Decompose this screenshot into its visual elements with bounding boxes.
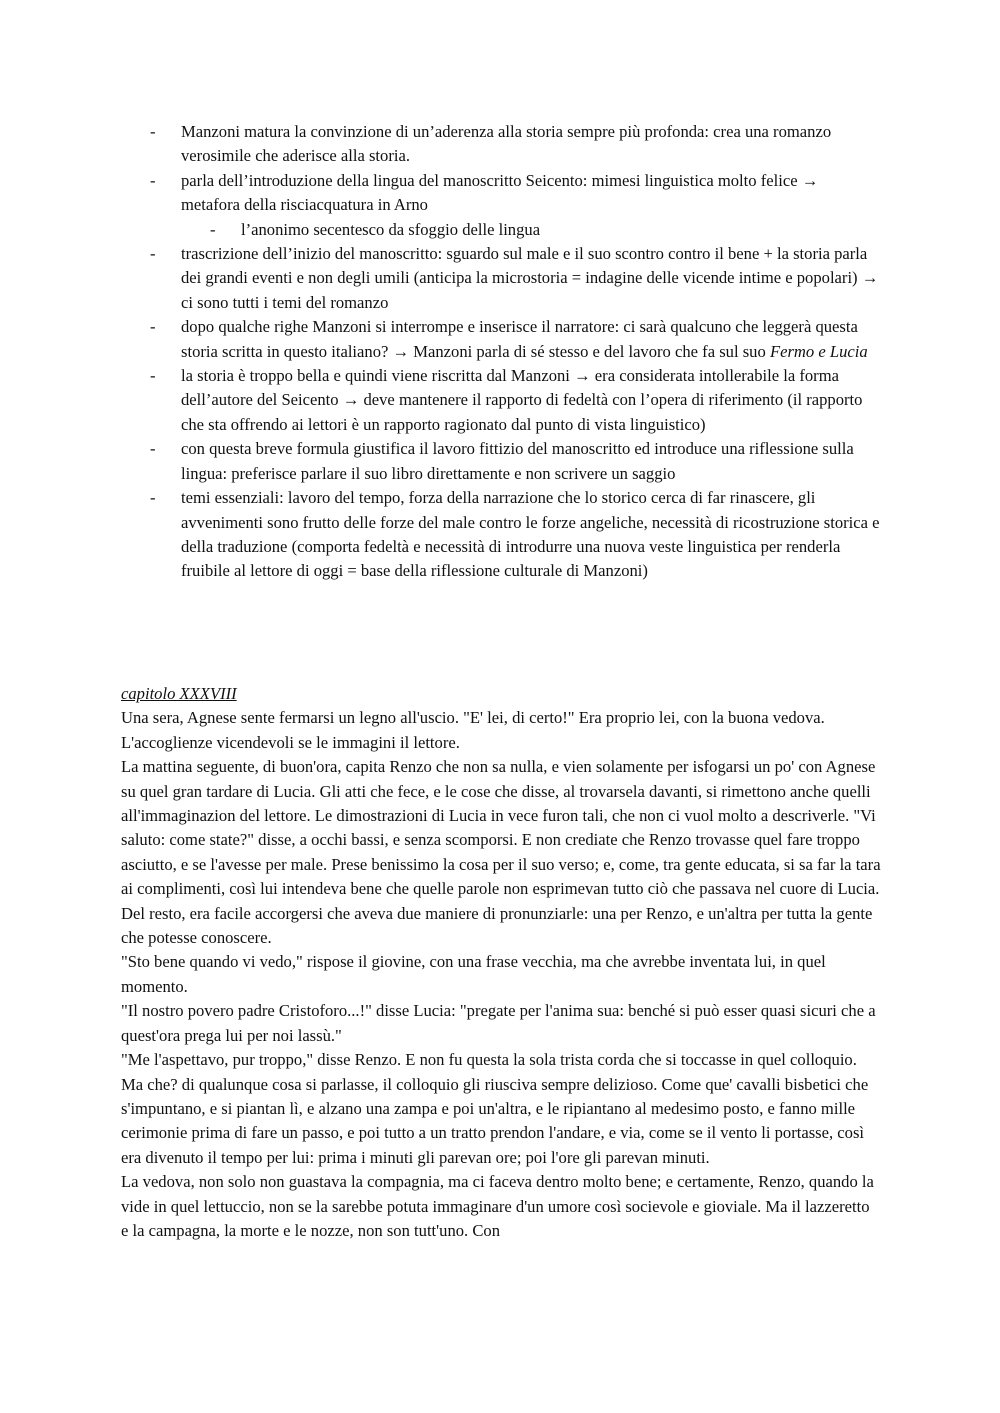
bullet-item [0,486,1000,584]
bullet-dash: - [150,366,156,386]
bullet-item [0,169,1000,218]
bullet-dash: - [150,317,156,337]
chapter-paragraph: Una sera, Agnese sente fermarsi un legno all'uscio. "E' lei, di certo!" Era proprio lei, con la buona vedova. L'accoglienze vicendevoli se le immagini il lettore. [121,708,825,752]
chapter-paragraph: "Sto bene quando vi vedo," rispose il giovine, con una frase vecchia, ma che avrebbe inventata lui, in quel momento. [121,952,826,996]
bullet-dash: - [150,170,156,190]
chapter-title: capitolo XXXVIII [121,684,237,703]
bullet-dash: - [150,488,156,508]
notes-bullet-list [0,120,1000,584]
bullet-text: temi essenziali: lavoro del tempo, forza della narrazione che lo storico cerca di far rinascere, gli avvenimenti sono frutto delle forze del male contro le forze angeliche, necessità di ricostruzione storica e della traduzione (comporta fedeltà e necessità di introdurre una nuova veste linguistica per renderla fruibile al lettore di oggi = base della riflessione culturale di Manzoni) [181,488,880,581]
bullet-text: l’anonimo secentesco da sfoggio delle lingua [241,219,541,239]
bullet-text: con questa breve formula giustifica il lavoro fittizio del manoscritto ed introduce una riflessione sulla lingua: preferisce parlare il suo libro direttamente e non scrivere un saggio [181,439,854,483]
bullet-dash: - [150,122,156,141]
chapter-paragraph: La mattina seguente, di buon'ora, capita Renzo che non sa nulla, e vien solamente per isfogarsi un po' con Agnese su quel gran tardare di Lucia. Gli atti che fece, e le cose che disse, al trovarsela davanti, si rimettono anche quelli all'immaginazion del lettore. Le dimostrazioni di Lucia in vece furon tali, che non ci vuol molto a descriverle. "Vi saluto: come state?" disse, a occhi bassi, e senza scomporsi. E non crediate che Renzo trovasse quel fare troppo asciutto, e se l'avesse per male. Prese benissimo la cosa per il suo verso; e, come, tra gente educata, si sa far la tara ai complimenti, così lui intendeva bene che quelle parole non esprimevan tutto ciò che passava nel cuore di Lucia. Del resto, era facile accorgersi che aveva due maniere di pronunziarle: una per Renzo, e un'altra per tutta la gente che potesse conoscere. [121,757,881,948]
bullet-item [0,120,1000,169]
bullet-item [0,242,1000,315]
chapter-section [121,682,881,1243]
book-title: Fermo e Lucia [769,341,868,361]
chapter-paragraph: La vedova, non solo non guastava la compagnia, ma ci faceva dentro molto bene; e certamente, Renzo, quando la vide in quel lettuccio, non se la sarebbe potuta immaginare d'un umore così socievole e gioviale. Ma il lazzeretto e la campagna, la morte e le nozze, non son tutt'uno. Con [121,1172,874,1240]
chapter-paragraph: "Me l'aspettavo, pur troppo," disse Renzo. E non fu questa la sola trista corda che si toccasse in quel colloquio. Ma che? di qualunque cosa si parlasse, il colloquio gli riusciva sempre delizioso. Come que' cavalli bisbetici che s'impuntano, e si piantan lì, e alzano una zampa e poi un'altra, e le ripiantano al medesimo posto, e fanno mille cerimonie prima di fare un passo, e poi tutto a un tratto prendon l'andare, e via, come se il vento li portasse, così era divenuto il tempo per lui: prima i minuti gli parevan ore; poi l'ore gli parevan minuti. [121,1050,869,1167]
bullet-dash: - [210,219,216,239]
bullet-item [0,437,1000,486]
sub-bullet-item [0,218,1000,242]
bullet-text: Manzoni matura la convinzione di un’aderenza alla storia sempre più profonda: crea una romanzo verosimile che aderisce alla storia. [181,122,832,166]
bullet-text: dopo qualche righe Manzoni si interrompe e inserisce il narratore: ci sarà qualcuno che leggerà questa storia scritta in questo italiano? → Manzoni parla di sé stesso e del lavoro che fa sul suo [181,317,858,361]
chapter-paragraph: "Il nostro povero padre Cristoforo...!" disse Lucia: "pregate per l'anima sua: benché si può esser quasi sicuri che a quest'ora prega lui per noi lassù." [121,1001,876,1045]
bullet-text: la storia è troppo bella e quindi viene riscritta dal Manzoni → era considerata intollerabile la forma dell’autore del Seicento → deve mantenere il rapporto di fedeltà con l’opera di riferimento (il rapporto che sta offrendo ai lettori è un rapporto ragionato dal punto di vista linguistico) [181,366,863,434]
bullet-dash: - [150,244,156,264]
bullet-dash: - [150,439,156,459]
bullet-item [0,364,1000,437]
bullet-item [0,315,1000,364]
bullet-text: trascrizione dell’inizio del manoscritto: sguardo sul male e il suo scontro contro il bene + la storia parla dei grandi eventi e non degli umili (anticipa la microstoria = indagine delle vicende intime e popolari) → ci sono tutti i temi del romanzo [181,244,879,312]
bullet-text: parla dell’introduzione della lingua del manoscritto Seicento: mimesi linguistica molto felice → metafora della risciacquatura in Arno [181,170,819,215]
